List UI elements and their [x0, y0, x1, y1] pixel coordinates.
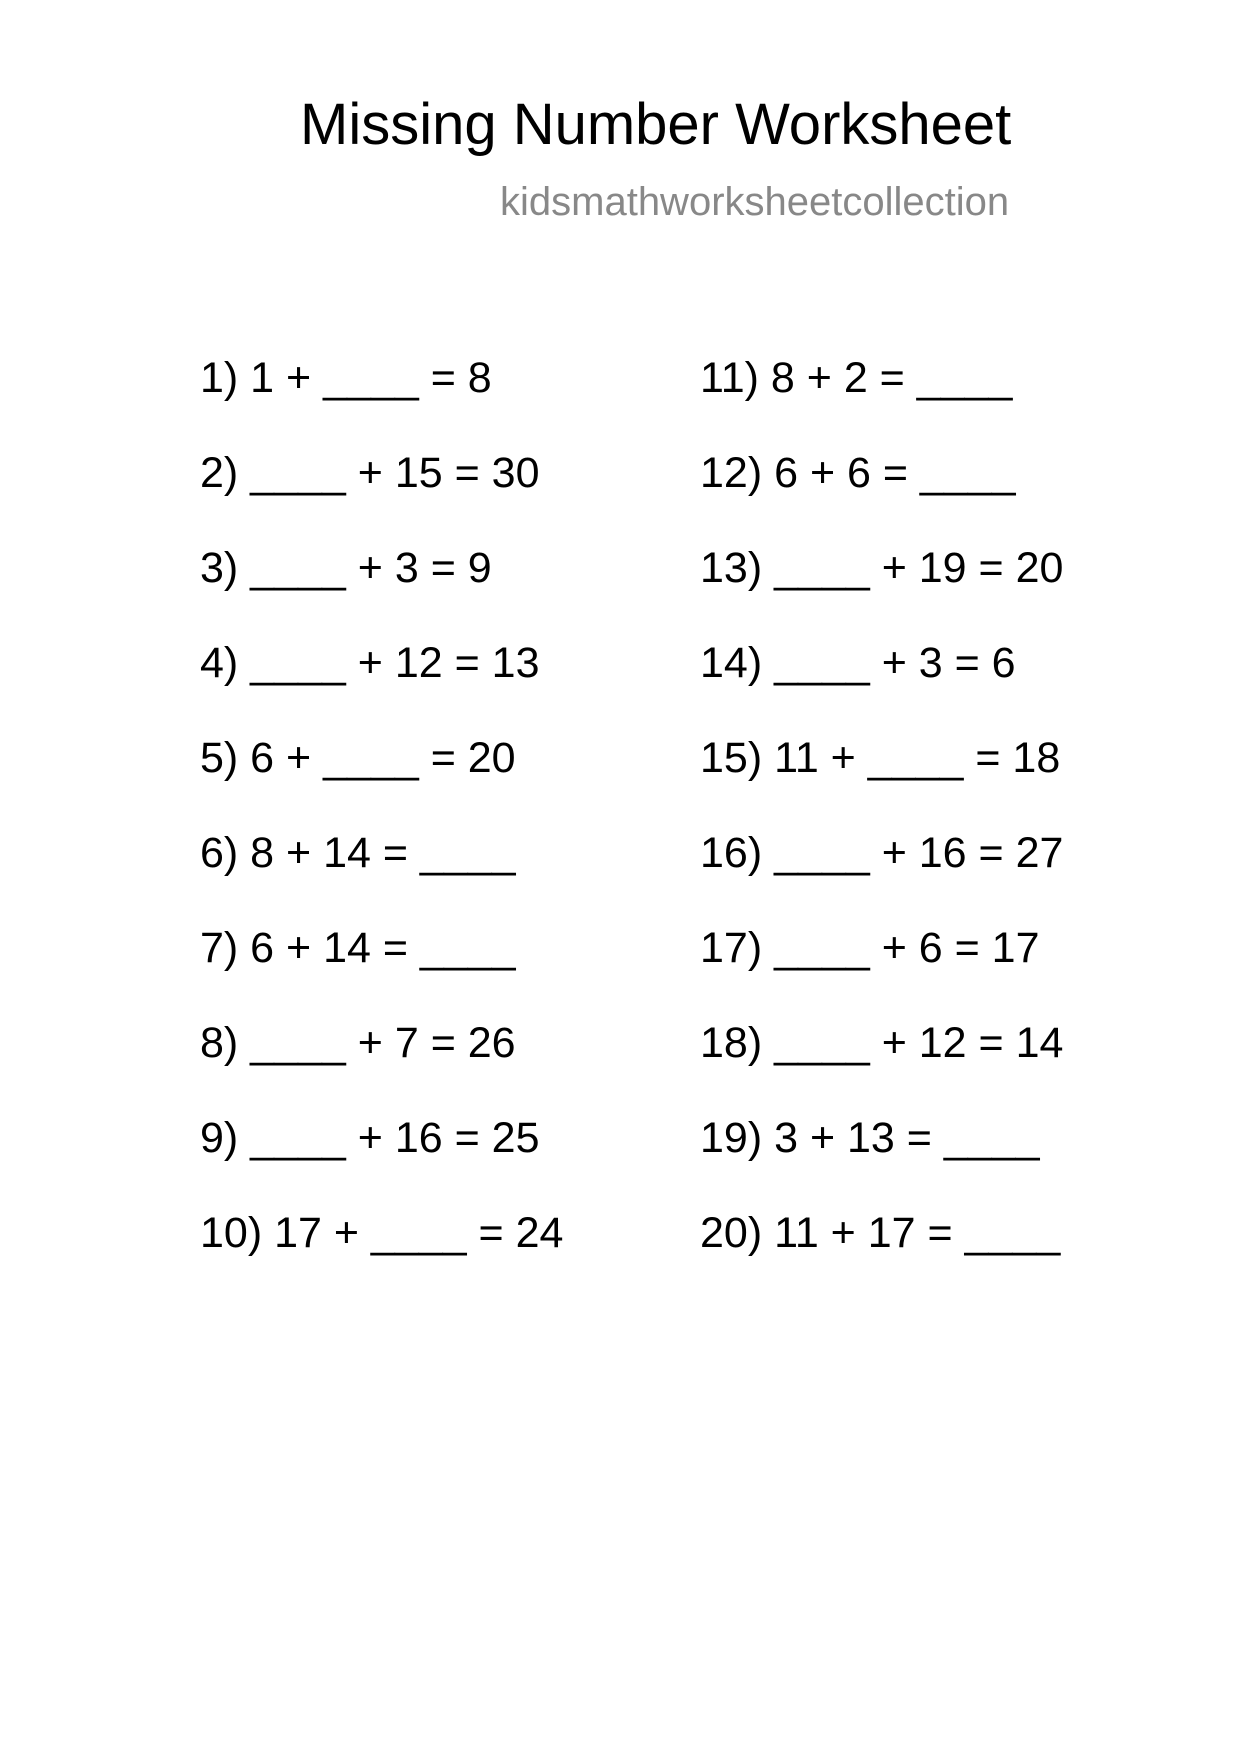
page-title: Missing Number Worksheet — [300, 92, 1012, 157]
problem: 13) ____ + 19 = 20 — [700, 544, 1064, 592]
problem: 1) 1 + ____ = 8 — [200, 354, 492, 402]
problems-column-left — [200, 354, 564, 1307]
problem: 12) 6 + 6 = ____ — [700, 449, 1016, 497]
problem: 3) ____ + 3 = 9 — [200, 544, 492, 592]
problem: 10) 17 + ____ = 24 — [200, 1209, 564, 1257]
problem: 9) ____ + 16 = 25 — [200, 1114, 540, 1162]
site-name: kidsmathworksheetcollection — [500, 180, 1010, 224]
problem: 19) 3 + 13 = ____ — [700, 1114, 1040, 1162]
problem: 15) 11 + ____ = 18 — [700, 734, 1061, 782]
problem: 20) 11 + 17 = ____ — [700, 1209, 1061, 1257]
problem: 5) 6 + ____ = 20 — [200, 734, 516, 782]
problem: 17) ____ + 6 = 17 — [700, 924, 1040, 972]
problem: 7) 6 + 14 = ____ — [200, 924, 516, 972]
problem: 14) ____ + 3 = 6 — [700, 639, 1016, 687]
problem: 16) ____ + 16 = 27 — [700, 829, 1064, 877]
problems-column-right — [700, 354, 1064, 1307]
problem: 18) ____ + 12 = 14 — [700, 1019, 1064, 1067]
problem: 8) ____ + 7 = 26 — [200, 1019, 516, 1067]
problem: 6) 8 + 14 = ____ — [200, 829, 516, 877]
problem: 4) ____ + 12 = 13 — [200, 639, 540, 687]
problem: 2) ____ + 15 = 30 — [200, 449, 540, 497]
problem: 11) 8 + 2 = ____ — [700, 354, 1013, 402]
